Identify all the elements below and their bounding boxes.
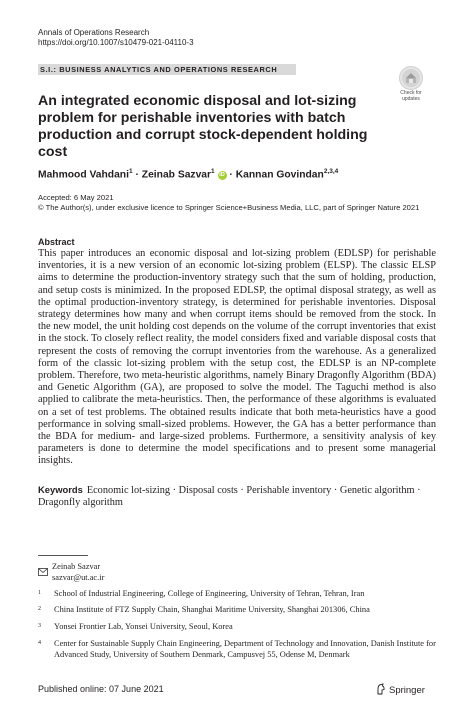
check-updates-line2: updates [402, 96, 420, 102]
springer-horse-icon [376, 683, 386, 699]
footnote-divider [38, 555, 88, 556]
publisher-name: Springer [389, 685, 425, 696]
affiliation-number: 1 [38, 590, 41, 596]
envelope-icon [38, 563, 48, 571]
doi-link[interactable]: https://doi.org/10.1007/s10479-021-04110-3 [38, 38, 194, 47]
journal-name: Annals of Operations Research [38, 28, 150, 37]
abstract-body: This paper introduces an economic disposal and lot-sizing problem (EDLSP) for perishable inventories, it is a new version of an economic lot-sizing problem (ELSP). The classic ELSP aims to determine the production-inventory strategy such that the sum of holding, production, and setup costs is minimized. In the proposed EDLSP, the optimal disposal strategy, as well as the optimal production-inventory strategy, is determined for perishable inventories. Disposal strategy determines how many and when corrupt items should be removed from the stock. In the new model, the unit holding cost depends on the volume of the corrupt inventories that exist in the stock. To closely reflect reality, the model considers fixed and variable disposal costs that represent the costs of removing the corrupt inventories from the warehouse. As a generalized form of the classic lot-sizing problem with the setup cost, the EDLSP is an NP-complete problem. Therefore, two meta-heuristic algorithms, namely Binary Dragonfly Algorithm (BDA) and Genetic Algorithm (GA), are proposed to solve the model. The Taguchi method is also applied to calibrate the meta-heuristics. Then, the performance of these algorithms is evaluated on a set of test problems. The obtained results indicate that both meta-heuristics have a good performance in solving small-sized problems. However, the GA has a better performance than the BDA for medium- and large-sized problems. Furthermore, a sensitivity analysis of key parameters is done to determine the model specifications and to present some managerial insights. [38, 248, 436, 467]
affiliation-number: 4 [38, 640, 41, 646]
affiliation-text: Yonsei Frontier Lab, Yonsei University, Seoul, Korea [54, 622, 233, 631]
affiliation-text: China Institute of FTZ Supply Chain, Shanghai Maritime University, Shanghai 201306, China [54, 605, 370, 614]
corresponding-author [52, 561, 104, 583]
keywords-list: Economic lot-sizing · Disposal costs · Perishable inventory · Genetic algorithm · Dragonfly algorithm [38, 485, 421, 509]
copyright-notice: © The Author(s), under exclusive licence to Springer Science+Business Media, LLC, part of Springer Nature 2021 [38, 203, 420, 212]
author-separator: · [229, 169, 233, 181]
author-separator: · [135, 169, 139, 181]
check-for-updates-badge[interactable] [396, 66, 426, 102]
affiliation-text: School of Industrial Engineering, College of Engineering, University of Tehran, Tehran, Iran [54, 589, 365, 598]
author-name[interactable]: Zeinab Sazvar [141, 169, 212, 181]
keywords-label: Keywords [38, 484, 83, 495]
author-affiliation-ref: 1 [128, 168, 133, 175]
author-name[interactable]: Kannan Govindan [235, 169, 324, 181]
section-banner: S.I.: BUSINESS ANALYTICS AND OPERATIONS RESEARCH [40, 65, 278, 74]
affiliation-number: 3 [38, 623, 41, 629]
orcid-icon[interactable]: iD [219, 172, 225, 179]
abstract-heading: Abstract [38, 237, 75, 247]
author-list [38, 165, 338, 181]
corresponding-name: Zeinab Sazvar [52, 562, 101, 571]
publisher-logo[interactable] [376, 683, 425, 699]
corresponding-email[interactable]: sazvar@ut.ac.ir [52, 573, 105, 582]
accepted-date: Accepted: 6 May 2021 [38, 193, 114, 202]
affiliation-number: 2 [38, 606, 41, 612]
affiliation-text: Center for Sustainable Supply Chain Engineering, Department of Technology and Innovation, Danish Institute for Advanced Study, University of Southern Denmark, Campusvej 55, Odense M, Denmark [54, 639, 436, 659]
journal-header [38, 28, 194, 48]
paper-title: An integrated economic disposal and lot-sizing problem for perishable inventories with batch production and corrupt stock-dependent holding cost [38, 93, 368, 160]
keywords-block [38, 484, 436, 509]
author-affiliation-ref: 1 [211, 168, 215, 175]
published-online-date: Published online: 07 June 2021 [38, 684, 164, 694]
author-affiliation-ref: 2,3,4 [323, 168, 339, 175]
check-updates-line1: Check for [400, 90, 422, 96]
author-name[interactable]: Mahmood Vahdani [38, 169, 129, 181]
check-updates-icon [399, 66, 423, 90]
